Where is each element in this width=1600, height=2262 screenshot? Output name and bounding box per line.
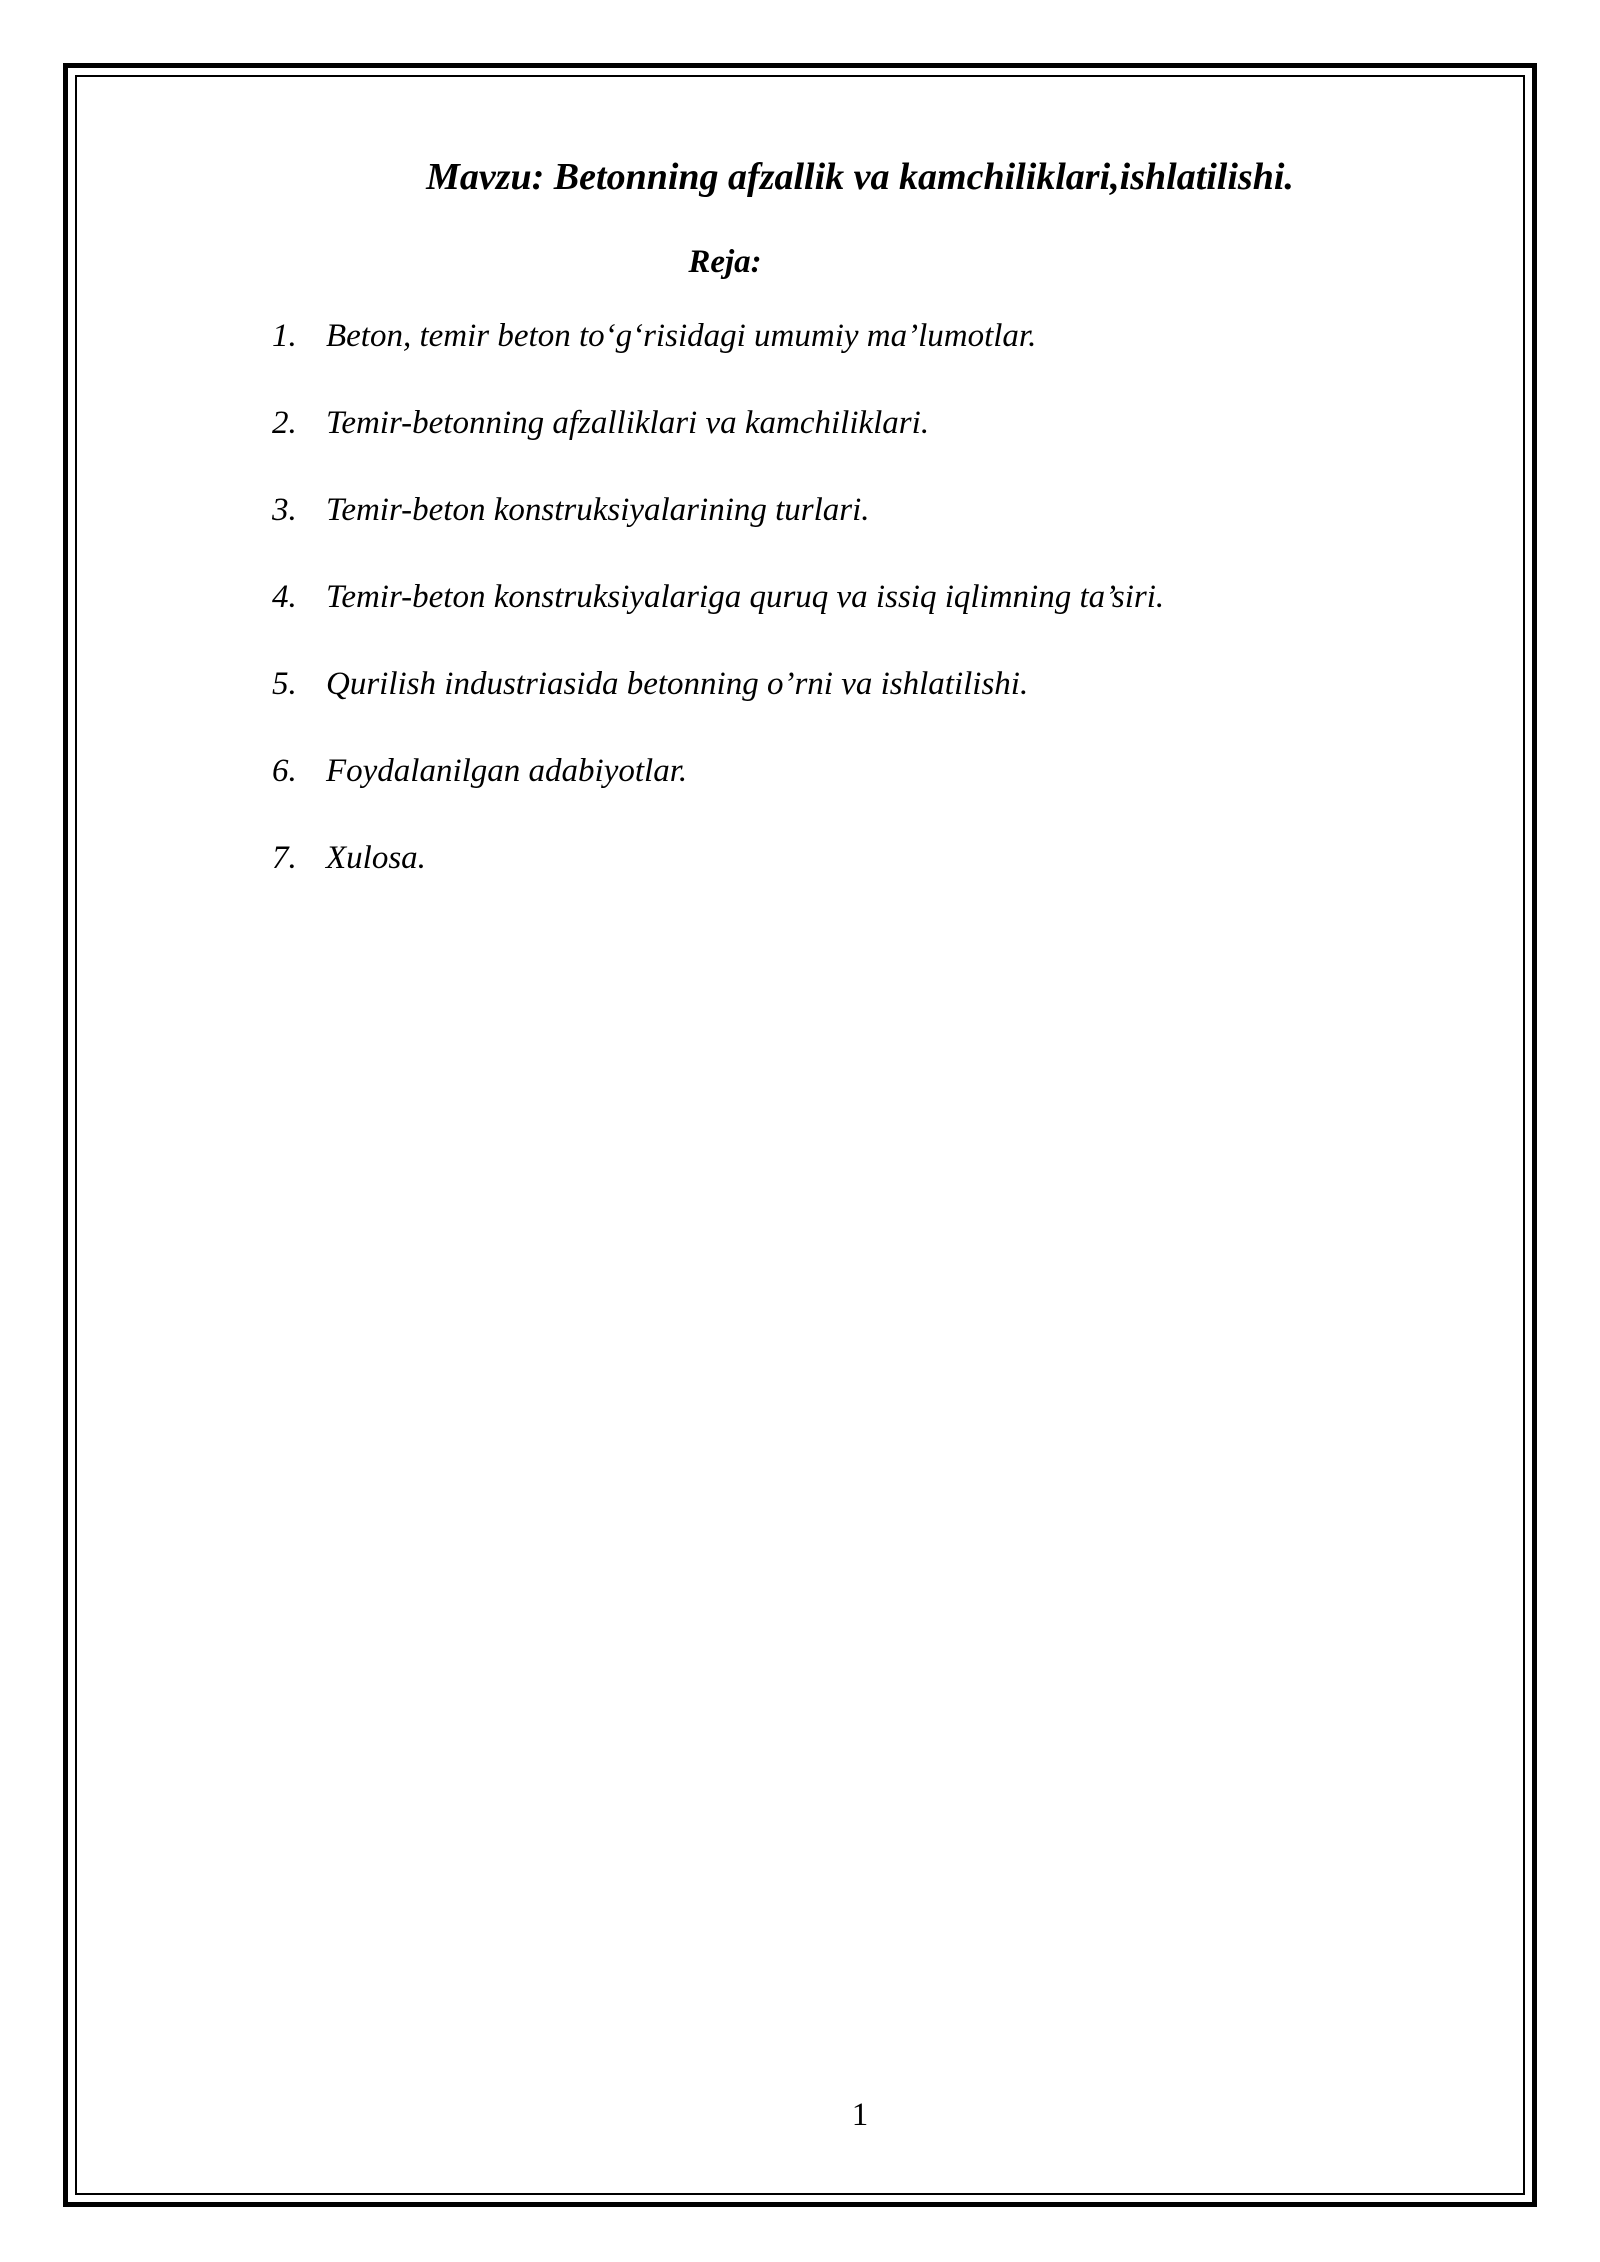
plan-item-number: 6. <box>272 753 297 789</box>
plan-item-number: 4. <box>272 579 297 615</box>
plan-heading: Reja: <box>688 244 762 280</box>
plan-list <box>272 312 1164 921</box>
plan-item-number: 2. <box>272 405 297 441</box>
plan-item <box>272 660 1164 747</box>
plan-item-text: Temir-betonning afzalliklari va kamchiliklari. <box>326 405 930 441</box>
document-title: Mavzu: Betonning afzallik va kamchiliklari,ishlatilishi. <box>426 156 1294 198</box>
plan-item-number: 1. <box>272 318 297 354</box>
plan-item <box>272 486 1164 573</box>
plan-item-text: Temir-beton konstruksiyalarining turlari. <box>326 492 870 528</box>
page-number: 1 <box>851 2097 869 2133</box>
plan-item-number: 5. <box>272 666 297 702</box>
plan-item-text: Foydalanilgan adabiyotlar. <box>326 753 688 789</box>
plan-item-number: 7. <box>272 840 297 876</box>
plan-item-text: Temir-beton konstruksiyalariga quruq va issiq iqlimning ta’siri. <box>326 579 1165 615</box>
plan-item-text: Qurilish industriasida betonning o’rni va ishlatilishi. <box>326 666 1029 702</box>
plan-item <box>272 747 1164 834</box>
plan-item-number: 3. <box>272 492 297 528</box>
plan-item-text: Xulosa. <box>326 840 426 876</box>
plan-item <box>272 834 1164 921</box>
plan-item <box>272 312 1164 399</box>
plan-item <box>272 399 1164 486</box>
plan-item <box>272 573 1164 660</box>
plan-item-text: Beton, temir beton to‘g‘risidagi umumiy ma’lumotlar. <box>326 318 1037 354</box>
